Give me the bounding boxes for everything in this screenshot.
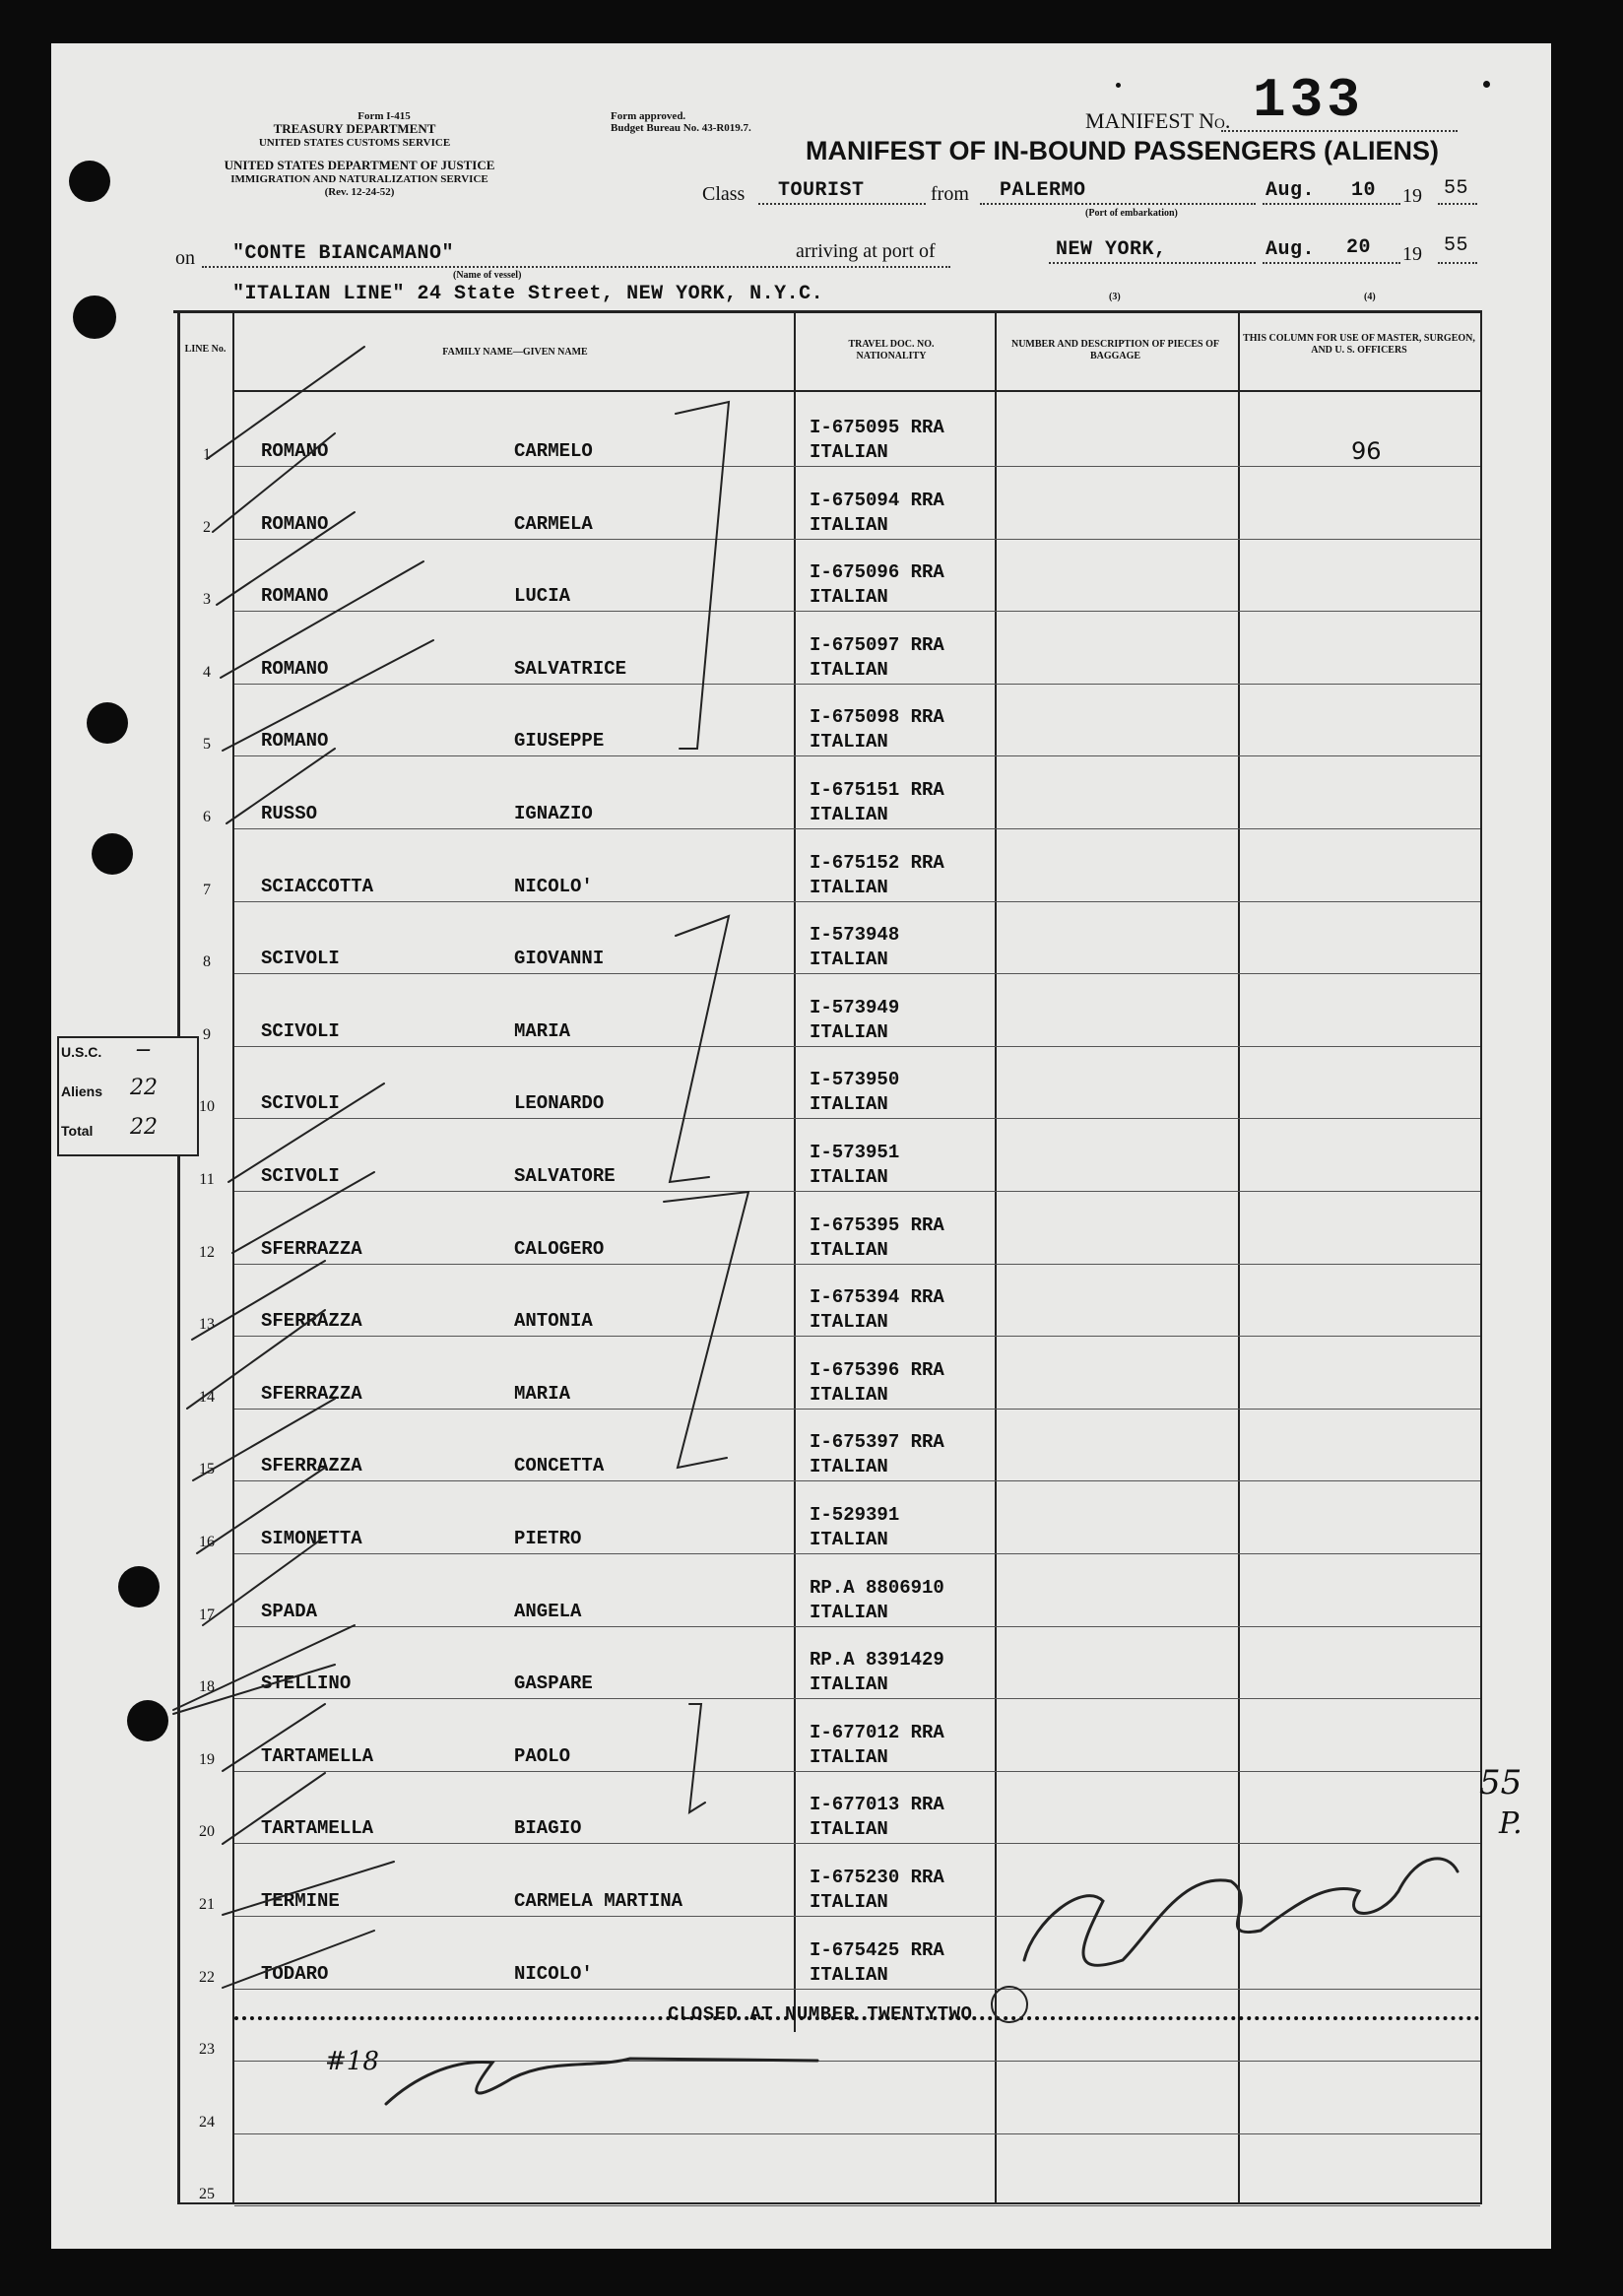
nationality: ITALIAN: [810, 1673, 888, 1695]
line-number: 16: [199, 1534, 215, 1550]
family-name: SFERRAZZA: [261, 1310, 362, 1332]
manifest-number-line: [1221, 130, 1458, 132]
nationality: ITALIAN: [810, 441, 888, 463]
travel-doc: I-677013 RRA: [810, 1794, 944, 1815]
given-name: ANGELA: [514, 1601, 582, 1622]
given-name: LEONARDO: [514, 1092, 605, 1114]
ins: IMMIGRATION AND NATURALIZATION SERVICE: [230, 173, 488, 185]
on-label: on: [175, 247, 195, 269]
line-col-divider: [232, 313, 234, 2204]
col-header-line: LINE No.: [184, 344, 227, 355]
line-number: 21: [199, 1896, 215, 1913]
given-name: BIAGIO: [514, 1817, 582, 1839]
embark-port: PALERMO: [1000, 179, 1086, 202]
nationality: ITALIAN: [810, 1456, 888, 1477]
nationality: ITALIAN: [810, 731, 888, 753]
row-rule: [234, 1626, 1480, 1627]
hash-18-note: #18: [325, 2047, 379, 2076]
row-rule: [234, 2061, 1480, 2062]
row-rule: [234, 1843, 1480, 1844]
nationality: ITALIAN: [810, 1891, 888, 1913]
officers-col-divider: [1238, 313, 1240, 2204]
travel-doc: I-675397 RRA: [810, 1431, 944, 1453]
row-rule: [234, 1771, 1480, 1772]
depart-month: Aug.: [1266, 179, 1316, 202]
class-line: [758, 203, 926, 205]
travel-doc: RP.A 8391429: [810, 1649, 944, 1671]
given-name: MARIA: [514, 1020, 571, 1042]
closed-text: CLOSED AT NUMBER TWENTYTWO: [668, 2003, 973, 2025]
usc-label: U.S.C.: [61, 1044, 102, 1060]
family-name: ROMANO: [261, 513, 329, 535]
line-number: 25: [199, 2186, 215, 2202]
line-number: 22: [199, 1969, 215, 1986]
line-number: 3: [203, 591, 211, 608]
travel-doc: I-677012 RRA: [810, 1722, 944, 1743]
family-name: ROMANO: [261, 585, 329, 607]
punch-hole: [118, 1566, 160, 1607]
family-name: SPADA: [261, 1601, 318, 1622]
nationality: ITALIAN: [810, 1311, 888, 1333]
travel-doc: I-675396 RRA: [810, 1359, 944, 1381]
travel-doc: I-529391: [810, 1504, 900, 1526]
family-name: ROMANO: [261, 730, 329, 752]
nationality: ITALIAN: [810, 1602, 888, 1623]
row-rule: [234, 1336, 1480, 1337]
travel-doc: I-675098 RRA: [810, 706, 944, 728]
family-name: TARTAMELLA: [261, 1817, 374, 1839]
nationality: ITALIAN: [810, 949, 888, 970]
row-rule: [234, 1698, 1480, 1699]
row-rule: [234, 1409, 1480, 1410]
note-4: (4): [1364, 292, 1376, 302]
row-rule: [234, 539, 1480, 540]
line-number: 13: [199, 1316, 215, 1333]
aliens-value: 22: [130, 1076, 158, 1100]
travel-doc: I-573950: [810, 1069, 900, 1090]
nationality: ITALIAN: [810, 1239, 888, 1261]
vessel-line: [202, 266, 950, 268]
baggage-col-divider: [995, 313, 997, 2204]
family-name: SFERRAZZA: [261, 1238, 362, 1260]
given-name: GIOVANNI: [514, 948, 605, 969]
punch-hole: [87, 702, 128, 744]
nationality: ITALIAN: [810, 1166, 888, 1188]
family-name: TERMINE: [261, 1890, 340, 1912]
class-label: Class: [702, 183, 746, 205]
family-name: RUSSO: [261, 803, 318, 824]
line-number: 15: [199, 1461, 215, 1477]
total-value: 22: [130, 1115, 158, 1140]
travel-doc: I-675152 RRA: [810, 852, 944, 874]
punch-hole: [73, 295, 116, 339]
nationality: ITALIAN: [810, 1964, 888, 1986]
customs-service: UNITED STATES CUSTOMS SERVICE: [258, 137, 451, 149]
nationality: ITALIAN: [810, 514, 888, 536]
revision: (Rev. 12-24-52): [324, 186, 395, 198]
travel-doc: I-573951: [810, 1142, 900, 1163]
given-name: GIUSEPPE: [514, 730, 605, 752]
row-rule: [234, 611, 1480, 612]
travel-doc: I-675230 RRA: [810, 1867, 944, 1888]
line-number: 8: [203, 953, 211, 970]
manifest-title: MANIFEST OF IN-BOUND PASSENGERS (ALIENS): [806, 136, 1440, 165]
given-name: CALOGERO: [514, 1238, 605, 1260]
nationality: ITALIAN: [810, 804, 888, 825]
line-number: 9: [203, 1026, 211, 1043]
line-number: 14: [199, 1389, 215, 1406]
family-name: SFERRAZZA: [261, 1383, 362, 1405]
travel-doc: I-675151 RRA: [810, 779, 944, 801]
depart-date-line: [1263, 203, 1400, 205]
given-name: LUCIA: [514, 585, 571, 607]
margin-p: P.: [1499, 1806, 1523, 1841]
nationality: ITALIAN: [810, 1818, 888, 1840]
depart-year-line: [1438, 203, 1477, 205]
table-right-border: [1480, 313, 1482, 2204]
row-rule: [234, 1118, 1480, 1119]
officer-mark: 96: [1351, 437, 1382, 465]
given-name: SALVATORE: [514, 1165, 616, 1187]
arrive-month: Aug.: [1266, 238, 1316, 261]
travel-doc: I-675096 RRA: [810, 561, 944, 583]
row-rule: [234, 466, 1480, 467]
given-name: PAOLO: [514, 1745, 571, 1767]
arrive-year-prefix: 19: [1402, 243, 1422, 265]
arrive-day: 20: [1346, 236, 1372, 259]
depart-year: 55: [1444, 177, 1469, 200]
line-number: 17: [199, 1607, 215, 1623]
travel-doc: I-573949: [810, 997, 900, 1018]
line-number: 5: [203, 736, 211, 753]
row-rule: [234, 1480, 1480, 1481]
row-rule: [234, 901, 1480, 902]
budget-bureau: Budget Bureau No. 43-R019.7.: [611, 122, 751, 134]
given-name: IGNAZIO: [514, 803, 593, 824]
row-rule: [234, 1191, 1480, 1192]
nationality: ITALIAN: [810, 1746, 888, 1768]
nationality: ITALIAN: [810, 1384, 888, 1406]
arrive-year: 55: [1444, 234, 1469, 257]
given-name: NICOLO': [514, 1963, 593, 1985]
form-approved: Form approved.: [611, 110, 686, 122]
manifest-page: [51, 43, 1551, 2249]
line-number: 20: [199, 1823, 215, 1840]
family-name: SIMONETTA: [261, 1528, 362, 1549]
given-name: CONCETTA: [514, 1455, 605, 1476]
vessel-caption: (Name of vessel): [453, 270, 522, 281]
given-name: MARIA: [514, 1383, 571, 1405]
nationality: ITALIAN: [810, 1021, 888, 1043]
total-label: Total: [61, 1123, 94, 1139]
row-rule: [234, 828, 1480, 829]
given-name: NICOLO': [514, 876, 593, 897]
doc-col-divider: [794, 313, 796, 2032]
row-rule: [234, 1553, 1480, 1554]
col-header-officers: THIS COLUMN FOR USE OF MASTER, SURGEON, AND U. S. OFFICERS: [1243, 333, 1475, 356]
family-name: TODARO: [261, 1963, 329, 1985]
nationality: ITALIAN: [810, 586, 888, 608]
manifest-no-label: MANIFEST No.: [1085, 108, 1231, 133]
form-number: Form I-415: [357, 110, 411, 122]
col-header-name: FAMILY NAME—GIVEN NAME: [442, 347, 588, 358]
nationality: ITALIAN: [810, 1093, 888, 1115]
family-name: SCIVOLI: [261, 1092, 340, 1114]
row-rule: [234, 1046, 1480, 1047]
margin-55: 55: [1479, 1763, 1523, 1803]
family-name: ROMANO: [261, 658, 329, 680]
nationality: ITALIAN: [810, 659, 888, 681]
col-header-doc: TRAVEL DOC. NO. NATIONALITY: [848, 339, 935, 361]
line-number: 18: [199, 1678, 215, 1695]
col-header-baggage: NUMBER AND DESCRIPTION OF PIECES OF BAGGAGE: [1010, 339, 1220, 361]
line-number: 19: [199, 1751, 215, 1768]
arrival-port: NEW YORK,: [1056, 238, 1167, 261]
line-number: 10: [199, 1098, 215, 1115]
embark-caption: (Port of embarkation): [1085, 208, 1178, 219]
arriving-label: arriving at port of: [796, 240, 936, 262]
row-rule: [234, 973, 1480, 974]
stray-mark: [1116, 83, 1121, 88]
line-number: 2: [203, 519, 211, 536]
travel-doc: I-675395 RRA: [810, 1214, 944, 1236]
nationality: ITALIAN: [810, 877, 888, 898]
travel-doc: I-675094 RRA: [810, 490, 944, 511]
travel-doc: I-675095 RRA: [810, 417, 944, 438]
arrive-year-line: [1438, 262, 1477, 264]
given-name: CARMELA: [514, 513, 593, 535]
class-value: TOURIST: [778, 179, 865, 202]
given-name: CARMELA MARTINA: [514, 1890, 683, 1912]
line-number: 7: [203, 882, 211, 898]
family-name: SCIACCOTTA: [261, 876, 374, 897]
table-left-border: [177, 313, 180, 2204]
count-box: [57, 1036, 199, 1156]
row-rule: [234, 1916, 1480, 1917]
row-rule: [234, 1989, 1480, 1990]
travel-doc: RP.A 8806910: [810, 1577, 944, 1599]
family-name: SCIVOLI: [261, 948, 340, 969]
punch-hole: [69, 161, 110, 202]
given-name: PIETRO: [514, 1528, 582, 1549]
table-top-border: [173, 310, 1482, 313]
travel-doc: I-675394 RRA: [810, 1286, 944, 1308]
family-name: SFERRAZZA: [261, 1455, 362, 1476]
usc-value: —: [136, 1040, 151, 1058]
family-name: TARTAMELLA: [261, 1745, 374, 1767]
punch-hole: [92, 833, 133, 875]
row-rule: [234, 1264, 1480, 1265]
table-bottom-border: [177, 2202, 1482, 2204]
from-label: from: [931, 183, 969, 205]
family-name: ROMANO: [261, 440, 329, 462]
line-number: 6: [203, 809, 211, 825]
travel-doc: I-573948: [810, 924, 900, 946]
row-rule: [234, 684, 1480, 685]
given-name: CARMELO: [514, 440, 593, 462]
depart-year-prefix: 19: [1402, 185, 1422, 207]
family-name: SCIVOLI: [261, 1020, 340, 1042]
note-3: (3): [1109, 292, 1121, 302]
depart-day: 10: [1351, 179, 1377, 202]
row-rule: [234, 2133, 1480, 2134]
given-name: ANTONIA: [514, 1310, 593, 1332]
aliens-label: Aliens: [61, 1083, 103, 1099]
stray-mark: [1483, 81, 1490, 88]
header-divider: [232, 390, 1480, 392]
row-rule: [234, 755, 1480, 756]
punch-hole: [127, 1700, 168, 1741]
from-line: [980, 203, 1256, 205]
line-number: 11: [199, 1171, 215, 1188]
row-rule: [234, 2205, 1480, 2206]
arrive-date-line: [1263, 262, 1400, 264]
given-name: SALVATRICE: [514, 658, 627, 680]
line-number: 12: [199, 1244, 215, 1261]
family-name: SCIVOLI: [261, 1165, 340, 1187]
line-number: 4: [203, 664, 211, 681]
vessel-name: "CONTE BIANCAMANO": [232, 242, 455, 265]
line-number: 1: [203, 446, 211, 463]
line-address: "ITALIAN LINE" 24 State Street, NEW YORK, N.Y.C.: [232, 283, 824, 305]
treasury-dept: TREASURY DEPARTMENT: [273, 121, 436, 136]
travel-doc: I-675097 RRA: [810, 634, 944, 656]
line-number: 24: [199, 2114, 215, 2131]
doj: UNITED STATES DEPARTMENT OF JUSTICE: [224, 158, 495, 172]
family-name: STELLINO: [261, 1673, 352, 1694]
line-number: 23: [199, 2041, 215, 2058]
given-name: GASPARE: [514, 1673, 593, 1694]
manifest-number: 133: [1253, 69, 1364, 132]
nationality: ITALIAN: [810, 1529, 888, 1550]
travel-doc: I-675425 RRA: [810, 1939, 944, 1961]
arrival-line: [1049, 262, 1256, 264]
